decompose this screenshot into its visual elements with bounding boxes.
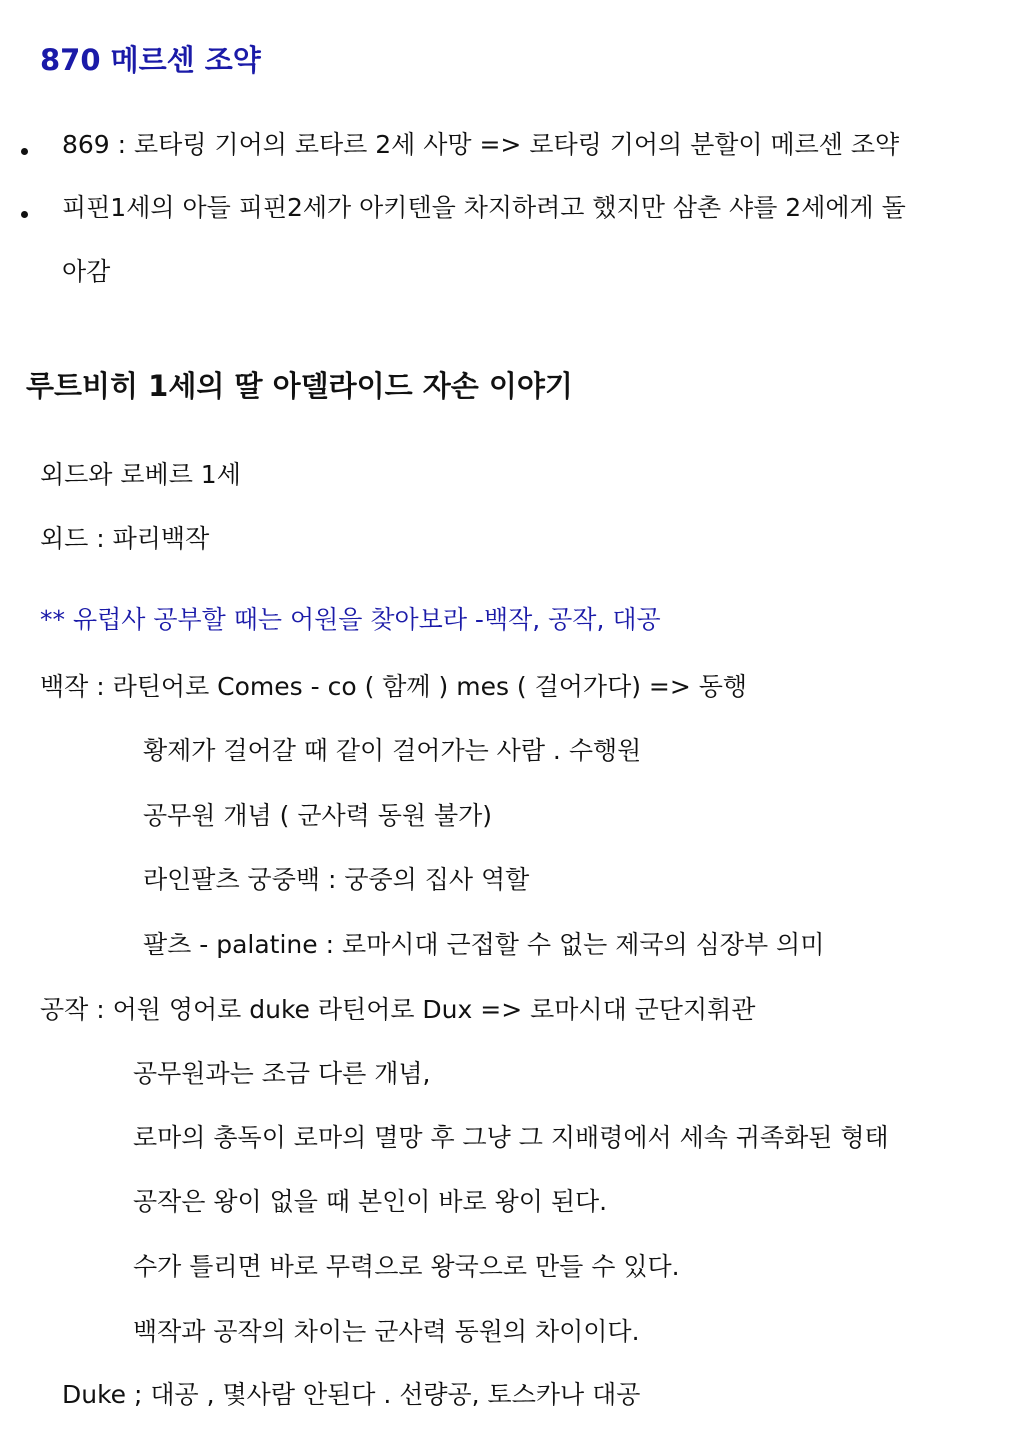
section1-bullet-2: 피핀1세의 아들 피핀2세가 아키텐을 차지하려고 했지만 삼촌 샤를 2세에게 돌	[62, 193, 906, 222]
note-line: Duke ; 대공 , 몇사람 안된다 . 선량공, 토스카나 대공	[62, 1380, 641, 1409]
note-line-indented: 라인팔츠 궁중백 : 궁중의 집사 역할	[143, 865, 530, 894]
section1-bullet-2-continued: 아감	[62, 257, 111, 286]
note-line: 외드 : 파리백작	[40, 524, 210, 553]
note-line: 외드와 로베르 1세	[40, 460, 241, 489]
note-line-indented: 백작과 공작의 차이는 군사력 동원의 차이이다.	[133, 1317, 640, 1346]
section1-bullet-1: 869 : 로타링 기어의 로타르 2세 사망 => 로타링 기어의 분할이 메르센 조약	[62, 130, 900, 159]
section1-title: 870 메르센 조약	[40, 43, 261, 77]
note-line-indented: 공무원 개념 ( 군사력 동원 불가)	[143, 801, 493, 830]
note-line-indented: 공작은 왕이 없을 때 본인이 바로 왕이 된다.	[133, 1187, 608, 1216]
note-line: 공작 : 어원 영어로 duke 라틴어로 Dux => 로마시대 군단지휘관	[40, 995, 756, 1024]
section2-title: 루트비히 1세의 딸 아델라이드 자손 이야기	[26, 369, 573, 403]
study-tip-line: ** 유럽사 공부할 때는 어원을 찾아보라 -백작, 공작, 대공	[40, 605, 661, 634]
note-line-indented: 로마의 총독이 로마의 멸망 후 그냥 그 지배령에서 세속 귀족화된 형태	[133, 1123, 889, 1152]
note-line-indented: 팔츠 - palatine : 로마시대 근접할 수 없는 제국의 심장부 의미	[143, 930, 825, 959]
note-line-indented: 황제가 걸어갈 때 같이 걸어가는 사람 . 수행원	[143, 736, 642, 765]
note-line-indented: 공무원과는 조금 다른 개념,	[133, 1059, 431, 1088]
note-line-indented: 수가 틀리면 바로 무력으로 왕국으로 만들 수 있다.	[133, 1252, 680, 1281]
note-line: 백작 : 라틴어로 Comes - co ( 함께 ) mes ( 걸어가다) => 동행	[40, 672, 748, 701]
bullet-dot	[21, 148, 28, 155]
bullet-dot	[21, 211, 28, 218]
